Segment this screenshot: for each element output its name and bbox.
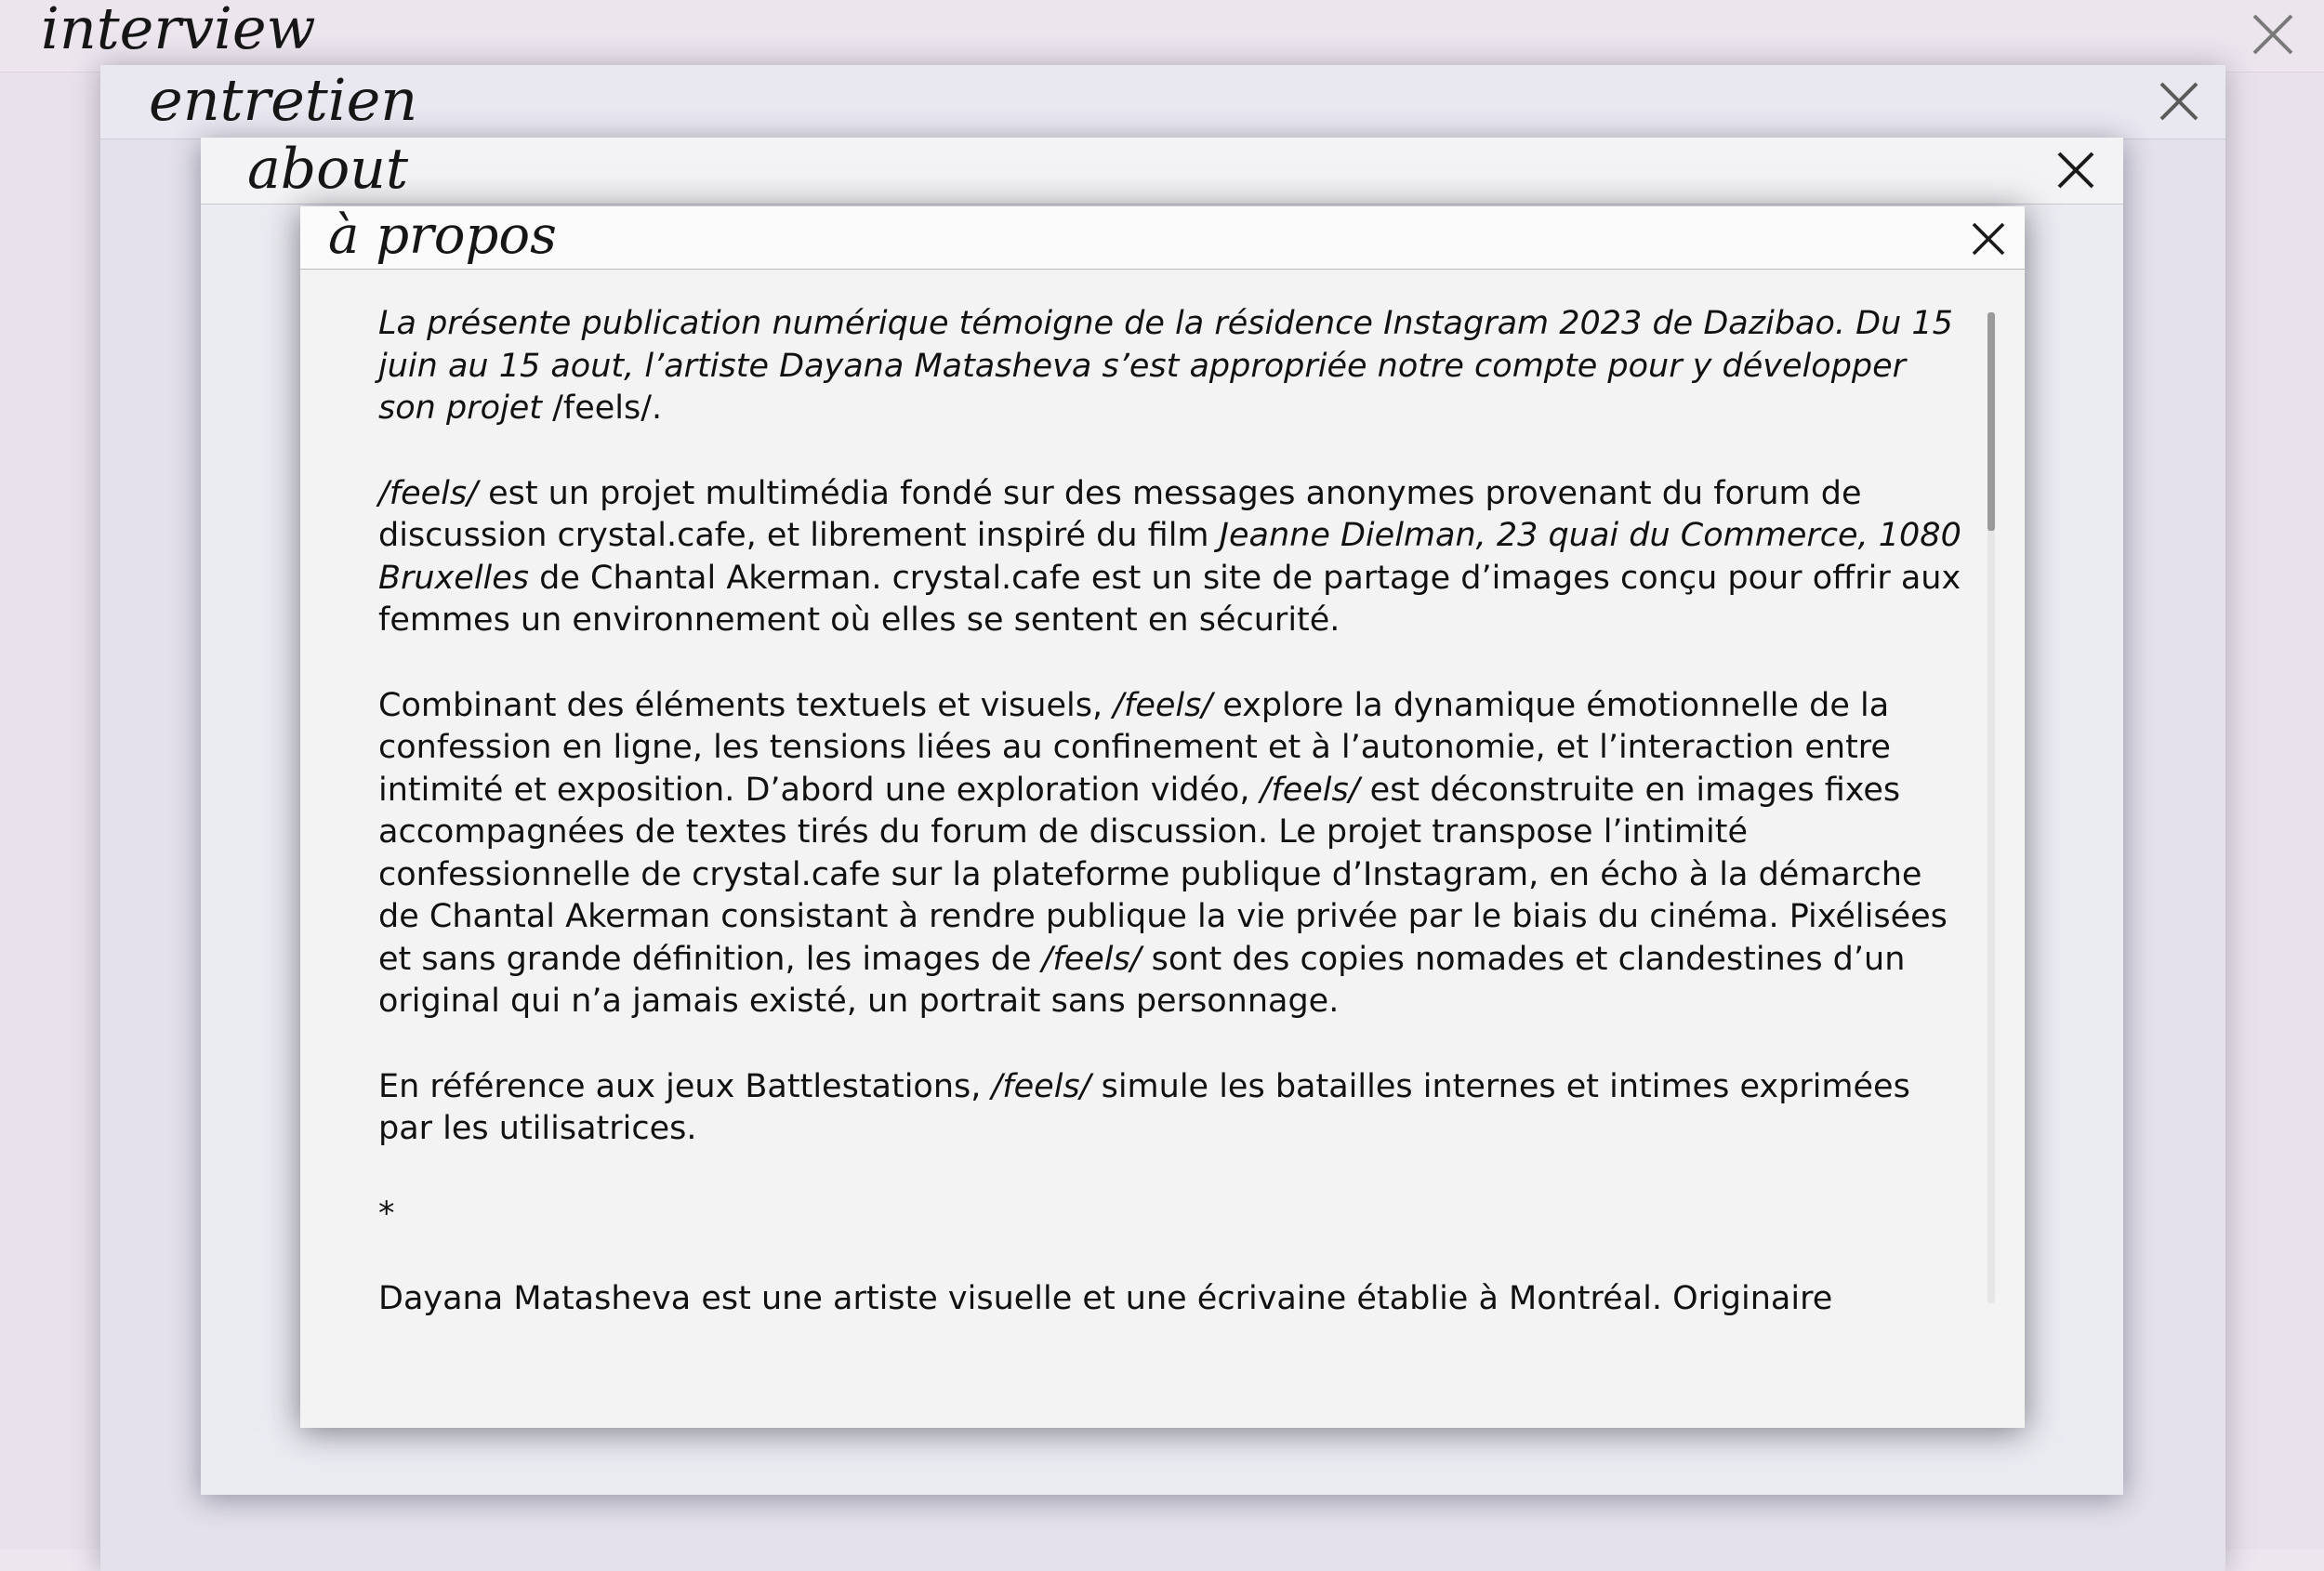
project-paragraph xyxy=(378,473,1968,642)
close-icon[interactable] xyxy=(2158,80,2200,123)
about-title-bar[interactable] xyxy=(201,138,2123,205)
intro-paragraph xyxy=(378,303,1968,430)
intro-italic-text: La présente publication numérique témoigne de la résidence Instagram 2023 de Dazibao. Du 15 juin au 15 aout, l’artiste Dayana Matasheva s’est appropriée notre compte pour y développer son projet xyxy=(378,305,1953,427)
section-separator: * xyxy=(378,1195,395,1233)
about-window-title: about xyxy=(247,137,409,202)
concept-paragraph xyxy=(378,685,1968,1023)
interview-window-title: interview xyxy=(41,0,316,62)
close-icon[interactable] xyxy=(2056,151,2095,190)
battlestations-paragraph xyxy=(378,1066,1968,1151)
project-name: /feels/. xyxy=(541,389,663,427)
film-title: Jeanne Dielman, 23 quai du Commerce, 1080 Bruxelles xyxy=(378,517,1961,597)
close-icon[interactable] xyxy=(1971,221,2006,257)
paragraph-text: En référence aux jeux Battlestations, xyxy=(378,1067,992,1105)
about-text-content xyxy=(378,303,1968,1317)
paragraph-text: sont des copies nomades et clandestines d’un original qui n’a jamais existé, un portrait sans personnage. xyxy=(378,940,1906,1020)
paragraph-text: de Chantal Akerman. crystal.cafe est un site de partage d’images conçu pour offrir aux femmes un environnement où elles se sentent en sécurité. xyxy=(378,559,1961,639)
paragraph-text: simule les batailles internes et intimes exprimées par les utilisatrices. xyxy=(378,1067,1910,1147)
paragraph-text: est déconstruite en images fixes accompagnées de textes tirés du forum de discussion. Le projet transpose l’intimité confessionnelle de crystal.cafe sur la plateforme publique d’Instagram, en écho à la démarche de Chantal Akerman consistant à rendre publique la vie privée par le biais du cinéma. Pixélisées et sans grande définition, les images de xyxy=(378,771,1948,978)
feels-title: /feels/ xyxy=(1041,940,1142,978)
scrollbar[interactable] xyxy=(1987,312,1995,1303)
a-propos-window xyxy=(300,206,2025,1428)
entretien-title-bar[interactable] xyxy=(100,65,2225,139)
entretien-window-title: entretien xyxy=(149,66,418,134)
feels-title: /feels/ xyxy=(1113,686,1213,724)
a-propos-window-title: à propos xyxy=(328,205,557,266)
paragraph-text: est un projet multimédia fondé sur des messages anonymes provenant du forum de discussion crystal.cafe, et librement inspiré du film xyxy=(378,474,1862,554)
paragraph-text: explore la dynamique émotionnelle de la confession en ligne, les tensions liées au confinement et à l’autonomie, et l’interaction entre intimité et exposition. D’abord une exploration vidéo, xyxy=(378,686,1891,809)
interview-title-bar[interactable] xyxy=(0,0,2324,73)
feels-title: /feels/ xyxy=(1260,771,1360,809)
a-propos-title-bar[interactable] xyxy=(300,206,2025,270)
scrollbar-thumb[interactable] xyxy=(1987,312,1995,531)
paragraph-text: Combinant des éléments textuels et visuels, xyxy=(378,686,1114,724)
close-icon[interactable] xyxy=(2251,13,2294,56)
artist-bio-paragraph: Dayana Matasheva est une artiste visuelle et une écrivaine établie à Montréal. Originaire xyxy=(378,1280,1833,1317)
feels-title: /feels/ xyxy=(991,1067,1091,1105)
feels-title: /feels/ xyxy=(378,474,478,512)
